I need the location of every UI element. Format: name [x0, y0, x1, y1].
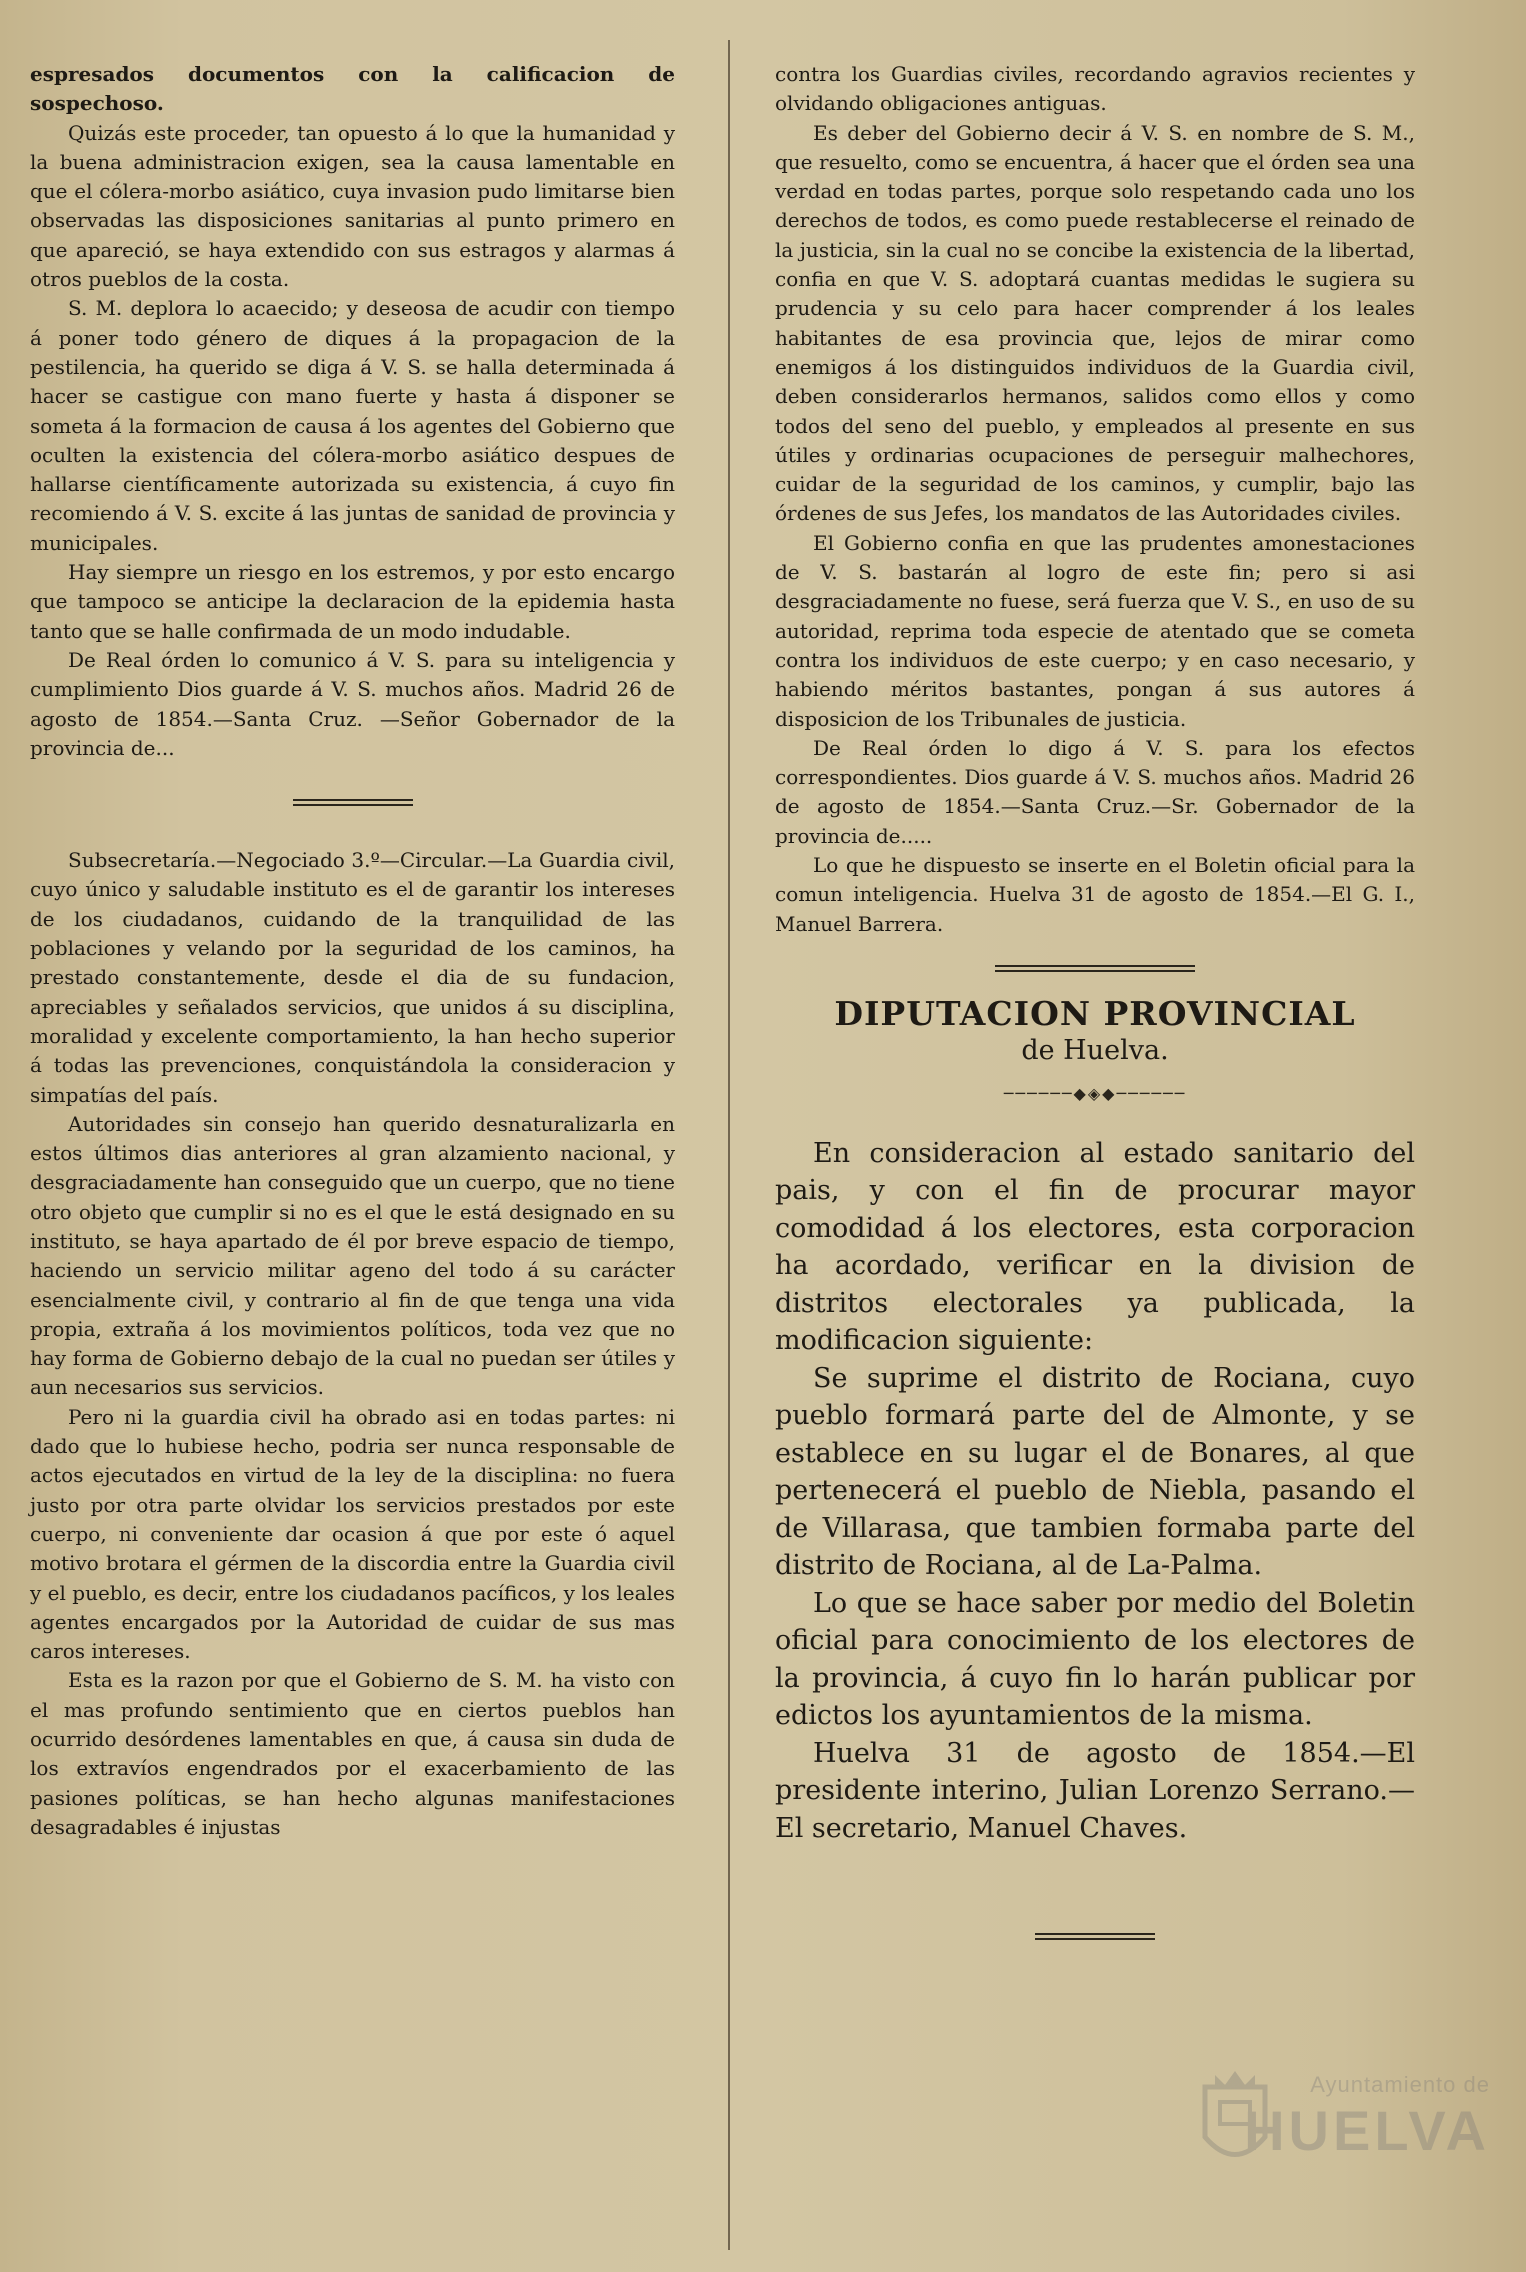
diputacion-paragraph: Se suprime el distrito de Rociana, cuyo pueblo formará parte del de Almonte, y se establece en su lugar el de Bonares, al que pertenecerá el pueblo de Niebla, pasando el de Villarasa, que tambien formaba parte del distrito de Rociana, al de La-Palma. [775, 1362, 1415, 1582]
circular-paragraph: Autoridades sin consejo han querido desnaturalizarla en estos últimos dias anteriores al gran alzamiento nacional, y desgraciadamente han conseguido que un cuerpo, que no tiene otro objeto que cumplir si no es el que le está designado en su instituto, se haya apartado de él por breve espacio de tiempo, haciendo un servicio militar ageno del todo á su carácter esencialmente civil, y contrario al fin de que tenga una vida propia, extraña á los movimientos políticos, toda vez que no hay forma de Gobierno debajo de la cual no puedan ser útiles y aun necesarios sus servicios. [30, 1111, 675, 1400]
watermark-title: HUELVA [1244, 2099, 1490, 2162]
right-paragraph: Es deber del Gobierno decir á V. S. en nombre de S. M., que resuelto, como se encuentra, á hacer que el órden sea una verdad en todas partes, porque solo respetando cada uno los derechos de todos, es como puede restablecerse el reinado de la justicia, sin la cual no se concibe la existencia de la libertad, confia en que V. S. adoptará cuantas medidas le sugiera su prudencia y su celo para hacer comprender á los leales habitantes de esa provincia que, lejos de mirar como enemigos á los distinguidos individuos de la Guardia civil, deben considerarlos hermanos, salidos como ellos y como todos del seno del pueblo, y empleados al presente en sus útiles y ordinarias ocupaciones de perseguir malhechores, cuidar de la seguridad de los caminos, y cumplir, bajo las órdenes de sus Jefes, los mandatos de las Autoridades civiles. [775, 120, 1415, 526]
right-column [775, 60, 1415, 1940]
column-divider [728, 40, 730, 2250]
left-paragraph: S. M. deplora lo acaecido; y deseosa de acudir con tiempo á poner todo género de diques á la propagacion de la pestilencia, ha querido se diga á V. S. se halla determinada á hacer se castigue con mano fuerte y hasta á disponer se someta á la formacion de causa á los agentes del Gobierno que oculten la existencia del cólera-morbo asiático despues de hallarse científicamente autorizada su existencia, á cuyo fin recomiendo á V. S. excite á las juntas de sanidad de provincia y municipales. [30, 296, 675, 555]
section-separator [775, 965, 1415, 972]
archive-watermark [1190, 2072, 1490, 2222]
watermark-text: Ayuntamiento de [1310, 2072, 1490, 2097]
left-column [30, 60, 675, 1842]
circular-paragraph: Esta es la razon por que el Gobierno de S. M. ha visto con el mas profundo sentimiento que en ciertos pueblos han ocurrido desórdenes lamentables en que, á causa sin duda de los extravíos engendrados por el exacerbamiento de las pasiones políticas, se han hecho algunas manifestaciones desagradables é injustas [30, 1668, 675, 1839]
left-paragraph: De Real órden lo comunico á V. S. para su inteligencia y cumplimiento Dios guarde á V. S. muchos años. Madrid 26 de agosto de 1854.—Santa Cruz. —Señor Gobernador de la provincia de... [30, 647, 675, 760]
diputacion-paragraph: Huelva 31 de agosto de 1854.—El presidente interino, Julian Lorenzo Serrano.—El secretario, Manuel Chaves. [775, 1737, 1415, 1844]
circular-paragraph: Pero ni la guardia civil ha obrado asi en todas partes: ni dado que lo hubiese hecho, podria ser nunca responsable de actos ejecutados en virtud de la ley de la disciplina: no fuera justo por otra parte olvidar los servicios prestados por este cuerpo, ni conveniente dar ocasion á que por este ó aquel motivo brotara el gérmen de la discordia entre la Guardia civil y el pueblo, es decir, entre los ciudadanos pacíficos, y los leales agentes encargados por la Autoridad de cuidar de sus mas caros intereses. [30, 1404, 675, 1664]
flourish-ornament: ──────◆◈◆────── [1003, 1083, 1187, 1103]
diputacion-paragraph: Lo que se hace saber por medio del Boletin oficial para conocimiento de los electores de la provincia, á cuyo fin lo harán publicar por edictos los ayuntamientos de la misma. [775, 1587, 1415, 1732]
right-paragraph: De Real órden lo digo á V. S. para los efectos correspondientes. Dios guarde á V. S. muchos años. Madrid 26 de agosto de 1854.—Santa Cruz.—Sr. Gobernador de la provincia de..... [775, 735, 1415, 848]
right-paragraph: contra los Guardias civiles, recordando agravios recientes y olvidando obligaciones antiguas. [775, 62, 1415, 116]
left-paragraph: Quizás este proceder, tan opuesto á lo que la humanidad y la buena administracion exigen, sea la causa lamentable en que el cólera-morbo asiático, cuya invasion pudo limitarse bien observadas las disposiciones sanitarias al punto primero en que apareció, se haya extendido con sus estragos y alarmas á otros pueblos de la costa. [30, 120, 675, 292]
section-separator [30, 799, 675, 806]
end-separator [775, 1933, 1415, 1940]
right-paragraph: El Gobierno confia en que las prudentes amonestaciones de V. S. bastarán al logro de este fin; pero si asi desgraciadamente no fuese, será fuerza que V. S., en uso de su autoridad, reprima toda especie de atentado que se cometa contra los individuos de este cuerpo; y en caso necesario, y habiendo méritos bastantes, pongan á sus autores á disposicion de los Tribunales de justicia. [775, 530, 1415, 731]
section-subheading: de Huelva. [1021, 1034, 1169, 1066]
left-paragraph: espresados documentos con la calificacion de sospechoso. [30, 62, 675, 116]
circular-paragraph: Subsecretaría.—Negociado 3.º—Circular.—La Guardia civil, cuyo único y saludable instituto es el de garantir los intereses de los ciudadanos, cuidando de la tranquilidad de las poblaciones y velando por la seguridad de los caminos, ha prestado constantemente, desde el dia de su fundacion, apreciables y señalados servicios, que unidos á su disciplina, moralidad y excelente comportamiento, la han hecho superior á todas las prevenciones, conquistándola la consideracion y simpatías del país. [30, 848, 675, 1107]
diputacion-paragraph: En consideracion al estado sanitario del pais, y con el fin de procurar mayor comodidad á los electores, esta corporacion ha acordado, verificar en la division de distritos electorales ya publicada, la modificacion siguiente: [775, 1137, 1415, 1357]
right-paragraph: Lo que he dispuesto se inserte en el Boletin oficial para la comun inteligencia. Huelva 31 de agosto de 1854.—El G. I., Manuel Barrera. [775, 853, 1415, 936]
section-heading: DIPUTACION PROVINCIAL [834, 993, 1356, 1033]
left-paragraph: Hay siempre un riesgo en los estremos, y por esto encargo que tampoco se anticipe la declaracion de la epidemia hasta tanto que se halle confirmada de un modo indudable. [30, 560, 675, 643]
crest-icon [1200, 2067, 1270, 2177]
